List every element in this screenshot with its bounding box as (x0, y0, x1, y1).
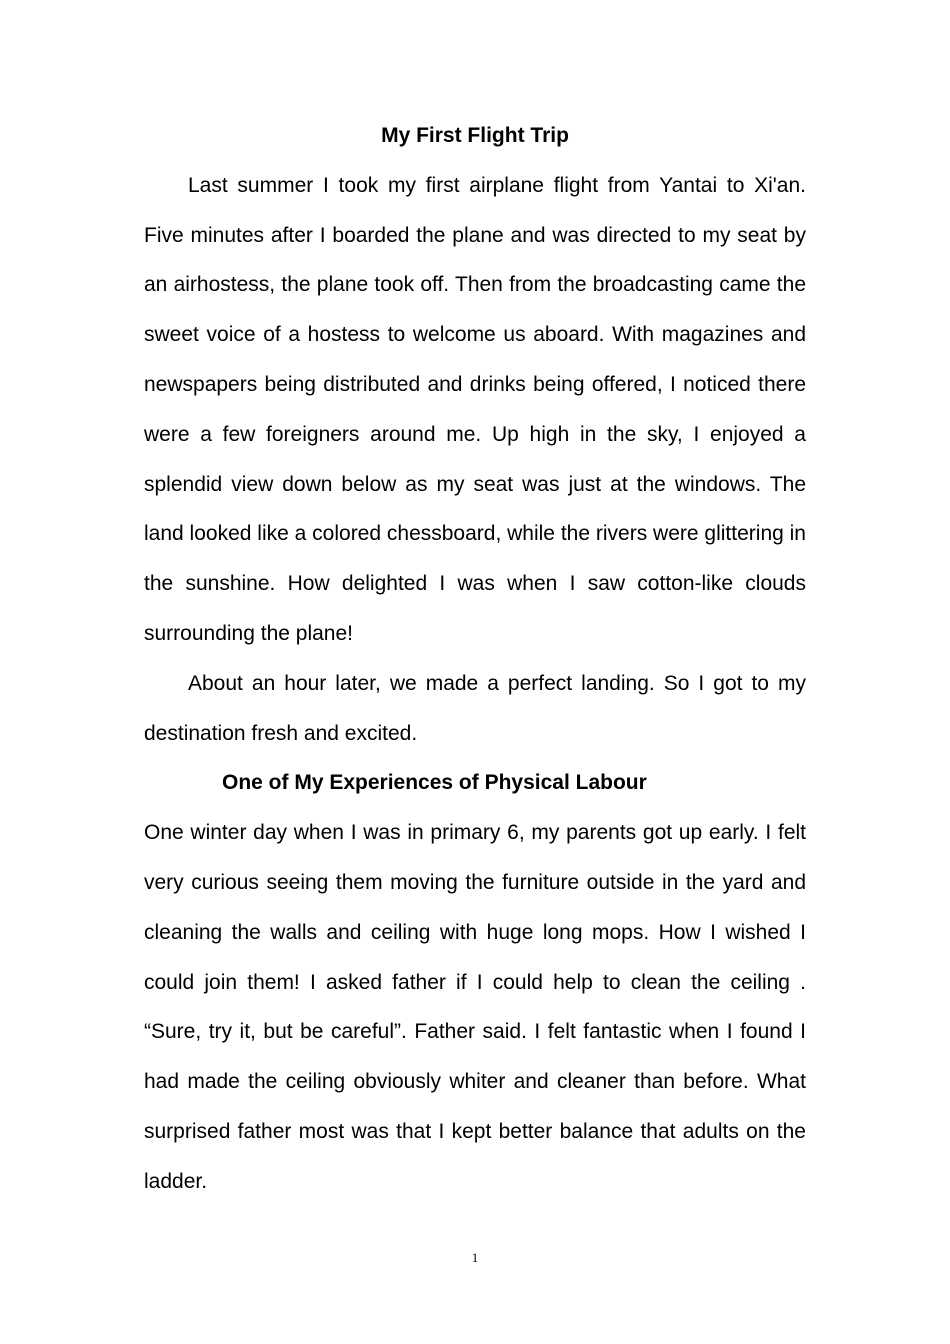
essay-paragraph: One winter day when I was in primary 6, my parents got up early. I felt very curious seeing them moving the furniture outside in the yard and cleaning the walls and ceiling with huge long mops. How I wished I could join them! I asked father if I could help to clean the ceiling . “Sure, try it, but be careful”. Father said. I felt fantastic when I found I had made the ceiling obviously whiter and cleaner than before. What surprised father most was that I kept better balance that adults on the ladder. (144, 821, 806, 1193)
essay-title-first-flight: My First Flight Trip (381, 124, 569, 147)
document-body (144, 111, 806, 1207)
essay-paragraph: About an hour later, we made a perfect landing. So I got to my destination fresh and excited. (144, 671, 806, 745)
essay-paragraph: Last summer I took my first airplane flight from Yantai to Xi'an. Five minutes after I boarded the plane and was directed to my seat by an airhostess, the plane took off. Then from the broadcasting came the sweet voice of a hostess to welcome us aboard. With magazines and newspapers being distributed and drinks being offered, I noticed there were a few foreigners around me. Up high in the sky, I enjoyed a splendid view down below as my seat was just at the windows. The land looked like a colored chessboard, while the rivers were glittering in the sunshine. How delighted I was when I saw cotton-like clouds surrounding the plane! (144, 173, 806, 645)
page-number: 1 (471, 1250, 479, 1265)
essay-title-physical-labour: One of My Experiences of Physical Labour (222, 771, 647, 795)
